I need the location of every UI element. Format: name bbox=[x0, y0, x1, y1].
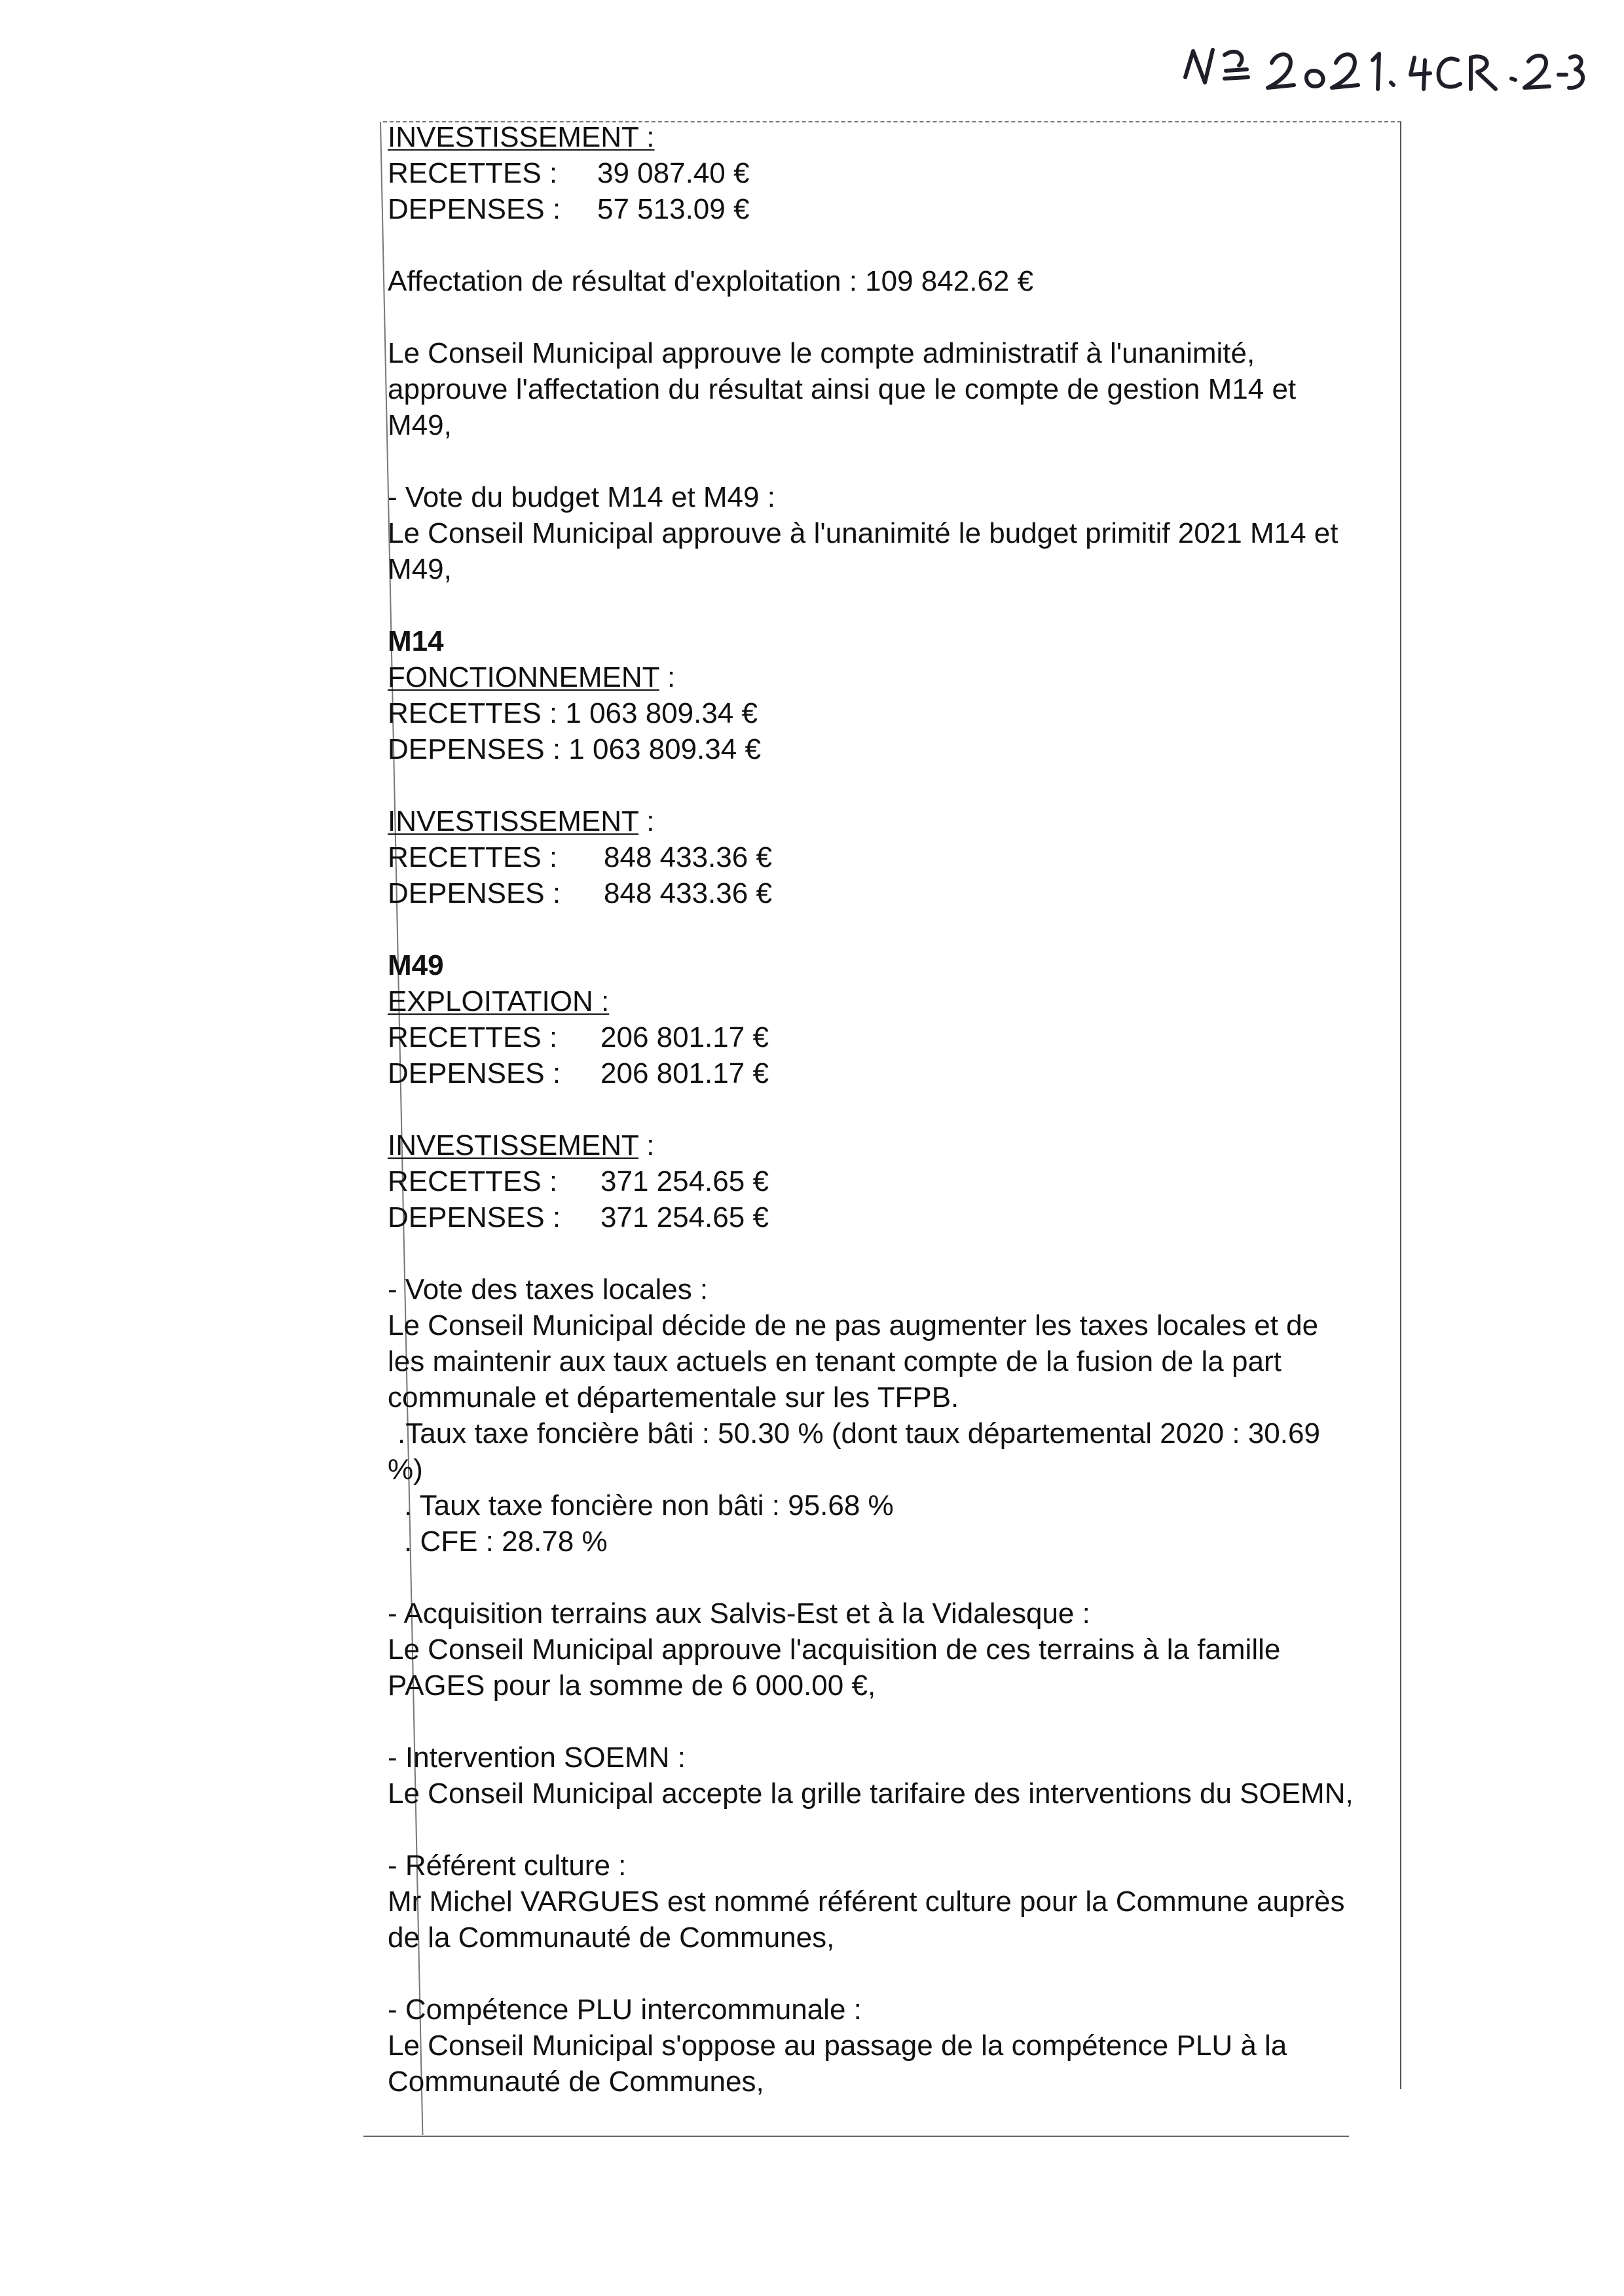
minutes-body bbox=[388, 119, 1409, 2100]
m14-label: M14 bbox=[388, 625, 444, 657]
amount-value: 848 433.36 € bbox=[604, 841, 772, 873]
m49-expl-recettes: RECETTES : 206 801.17 € bbox=[388, 1021, 769, 1053]
m14-fonct-heading: FONCTIONNEMENT : bbox=[388, 661, 676, 693]
approval-line: M49, bbox=[388, 409, 452, 441]
inv-prev-depenses: DEPENSES : 57 513.09 € bbox=[388, 193, 750, 225]
culture-line: de la Communauté de Communes, bbox=[388, 1922, 835, 1954]
m49-expl-heading: EXPLOITATION : bbox=[388, 985, 610, 1017]
handwritten-reference-note bbox=[1179, 31, 1585, 103]
inv-prev-recettes: RECETTES : 39 087.40 € bbox=[388, 157, 750, 189]
section-title: INVESTISSEMENT bbox=[388, 121, 639, 153]
amount-value: 57 513.09 € bbox=[597, 193, 750, 225]
taxes-heading: - Vote des taxes locales : bbox=[388, 1273, 709, 1305]
taxes-line: communale et départementale sur les TFPB. bbox=[388, 1381, 959, 1413]
acquisition-line: PAGES pour la somme de 6 000.00 €, bbox=[388, 1669, 876, 1702]
m14-fonct-recettes: RECETTES : 1 063 809.34 € bbox=[388, 697, 758, 729]
culture-heading: - Référent culture : bbox=[388, 1850, 627, 1882]
taxes-line: les maintenir aux taux actuels en tenant compte de la fusion de la part bbox=[388, 1345, 1282, 1377]
m14-inv-depenses: DEPENSES : 848 433.36 € bbox=[388, 877, 772, 909]
m14-inv-recettes: RECETTES : 848 433.36 € bbox=[388, 841, 772, 873]
amount-value: 39 087.40 € bbox=[597, 157, 750, 189]
amount-value: 848 433.36 € bbox=[604, 877, 772, 909]
plu-heading: - Compétence PLU intercommunale : bbox=[388, 1994, 862, 2026]
soemn-heading: - Intervention SOEMN : bbox=[388, 1741, 686, 1774]
acquisition-heading: - Acquisition terrains aux Salvis-Est et à la Vidalesque : bbox=[388, 1597, 1090, 1630]
m49-expl-depenses: DEPENSES : 206 801.17 € bbox=[388, 1057, 769, 1089]
m49-inv-heading: INVESTISSEMENT : bbox=[388, 1129, 655, 1161]
amount-value: 371 254.65 € bbox=[600, 1165, 769, 1197]
amount-value: 206 801.17 € bbox=[600, 1057, 769, 1089]
plu-line: Le Conseil Municipal s'oppose au passage de la compétence PLU à la bbox=[388, 2030, 1287, 2062]
tax-rate-cfe: . CFE : 28.78 % bbox=[404, 1525, 608, 1558]
inv-prev-heading: INVESTISSEMENT : bbox=[388, 121, 655, 153]
amount-value: 371 254.65 € bbox=[600, 1201, 769, 1233]
tax-rate-bati: .Taux taxe foncière bâti : 50.30 % (dont taux départemental 2020 : 30.69 bbox=[397, 1417, 1320, 1449]
m14-inv-heading: INVESTISSEMENT : bbox=[388, 805, 655, 837]
frame-bottom-border bbox=[363, 2136, 1349, 2137]
vote-budget-line: M49, bbox=[388, 553, 452, 585]
tax-rate-non-bati: . Taux taxe foncière non bâti : 95.68 % bbox=[404, 1489, 894, 1522]
culture-line: Mr Michel VARGUES est nommé référent culture pour la Commune auprès bbox=[388, 1886, 1345, 1918]
m49-inv-depenses: DEPENSES : 371 254.65 € bbox=[388, 1201, 769, 1233]
approval-line: Le Conseil Municipal approuve le compte administratif à l'unanimité, bbox=[388, 337, 1255, 369]
acquisition-line: Le Conseil Municipal approuve l'acquisition de ces terrains à la famille bbox=[388, 1633, 1281, 1666]
vote-budget-heading: - Vote du budget M14 et M49 : bbox=[388, 481, 775, 513]
soemn-line: Le Conseil Municipal accepte la grille tarifaire des interventions du SOEMN, bbox=[388, 1777, 1354, 1810]
amount-value: 206 801.17 € bbox=[600, 1021, 769, 1053]
m49-inv-recettes: RECETTES : 371 254.65 € bbox=[388, 1165, 769, 1197]
vote-budget-line: Le Conseil Municipal approuve à l'unanimité le budget primitif 2021 M14 et bbox=[388, 517, 1338, 549]
approval-line: approuve l'affectation du résultat ainsi que le compte de gestion M14 et bbox=[388, 373, 1297, 405]
tax-rate-bati-cont: %) bbox=[388, 1453, 423, 1485]
m49-label: M49 bbox=[388, 949, 444, 981]
affectation-line: Affectation de résultat d'exploitation : 109 842.62 € bbox=[388, 265, 1034, 297]
m14-fonct-depenses: DEPENSES : 1 063 809.34 € bbox=[388, 733, 761, 765]
taxes-line: Le Conseil Municipal décide de ne pas augmenter les taxes locales et de bbox=[388, 1309, 1319, 1341]
plu-line: Communauté de Communes, bbox=[388, 2066, 764, 2098]
